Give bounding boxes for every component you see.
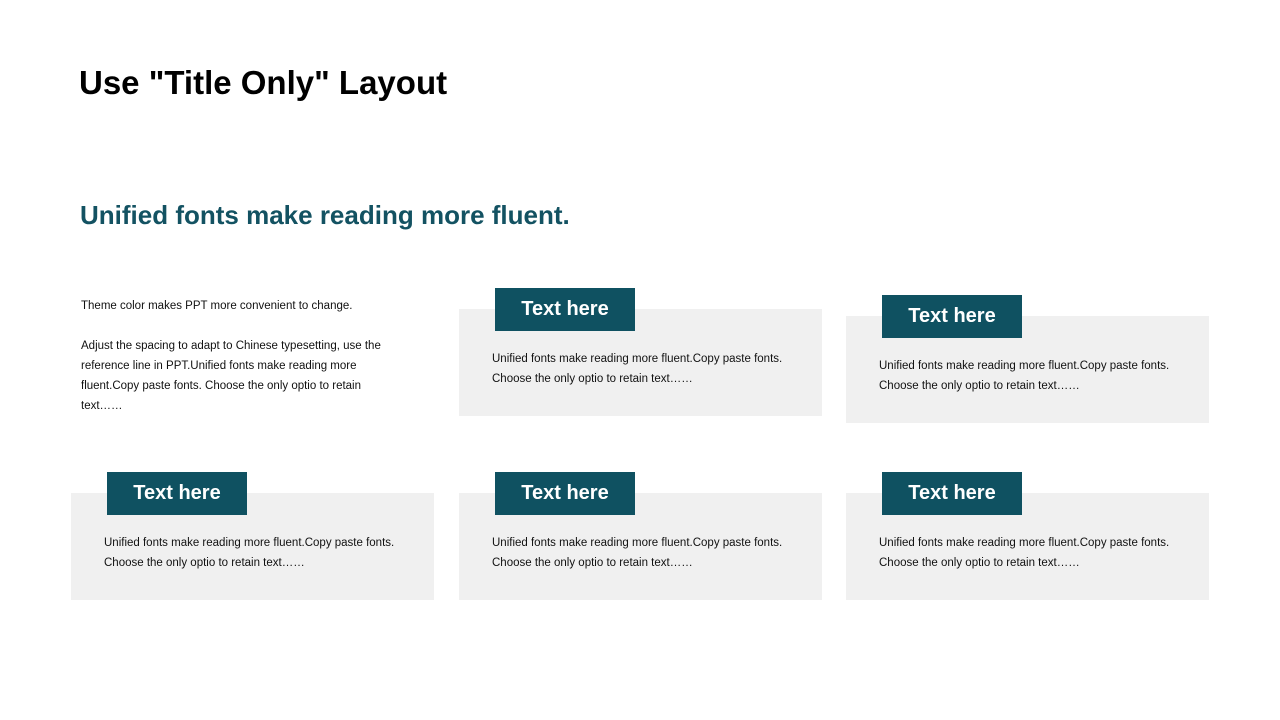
text-card-5 xyxy=(846,482,1209,600)
card-body-1: Unified fonts make reading more fluent.Copy paste fonts. Choose the only optio to retain text…… xyxy=(492,353,783,385)
intro-paragraph-spacing: Adjust the spacing to adapt to Chinese typesetting, use the reference line in PPT.Unified fonts make reading more fluent.Copy paste fonts. Choose the only optio to retain text…… xyxy=(81,340,381,412)
text-card-1 xyxy=(459,298,822,416)
card-label-1: Text here xyxy=(495,288,635,331)
card-body-3: Unified fonts make reading more fluent.Copy paste fonts. Choose the only optio to retain text…… xyxy=(104,537,395,569)
text-card-2 xyxy=(846,305,1209,423)
card-label-4: Text here xyxy=(495,472,635,515)
slide-subtitle: Unified fonts make reading more fluent. xyxy=(80,200,570,230)
intro-text-block xyxy=(81,296,391,416)
card-body-2: Unified fonts make reading more fluent.Copy paste fonts. Choose the only optio to retain text…… xyxy=(879,360,1170,392)
card-label-3: Text here xyxy=(107,472,247,515)
card-body-4: Unified fonts make reading more fluent.Copy paste fonts. Choose the only optio to retain text…… xyxy=(492,537,783,569)
card-label-5: Text here xyxy=(882,472,1022,515)
intro-line-theme-color: Theme color makes PPT more convenient to change. xyxy=(81,300,353,312)
card-label-2: Text here xyxy=(882,295,1022,338)
text-card-4 xyxy=(459,482,822,600)
card-body-5: Unified fonts make reading more fluent.Copy paste fonts. Choose the only optio to retain text…… xyxy=(879,537,1170,569)
text-card-3 xyxy=(71,482,434,600)
page-title: Use "Title Only" Layout xyxy=(79,64,448,101)
